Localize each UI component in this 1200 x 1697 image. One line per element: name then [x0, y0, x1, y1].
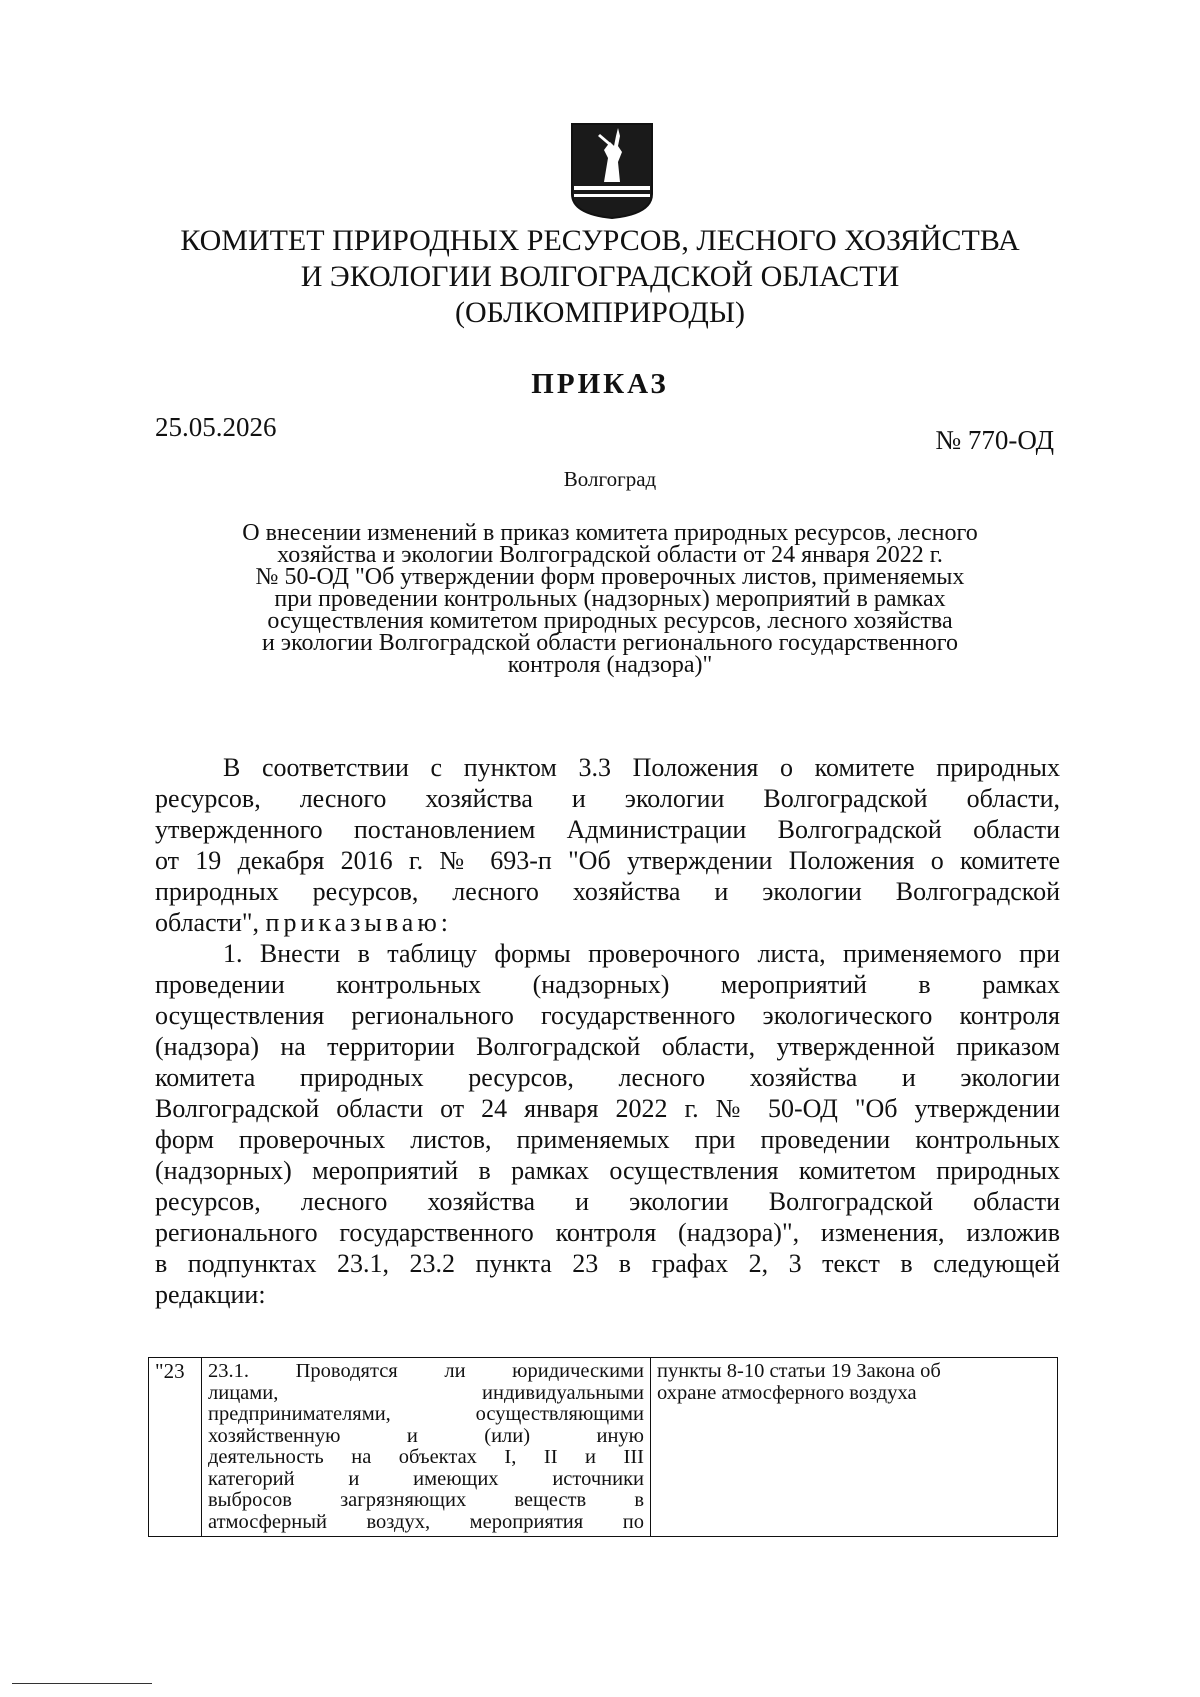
body-line: природных ресурсов, лесного хозяйства и экологии Волгоградской [155, 877, 1060, 906]
table-cell-legal-reference [651, 1358, 1058, 1537]
body-line: форм проверочных листов, применяемых при проведении контрольных [155, 1125, 1060, 1154]
cell-line: выбросов загрязняющих веществ в [208, 1489, 644, 1511]
body-line: осуществления регионального государственного экологического контроля [155, 1001, 1060, 1030]
subject-line: № 50-ОД "Об утверждении форм проверочных листов, применяемых [255, 564, 965, 590]
body-line: 1. Внести в таблицу формы проверочного листа, применяемого при [223, 939, 1060, 968]
document-body [155, 752, 1060, 1310]
cell-line: атмосферный воздух, мероприятия по [208, 1510, 644, 1533]
body-line: от 19 декабря 2016 г. № 693-п "Об утверждении Положения о комитете [155, 846, 1060, 875]
subject-line: при проведении контрольных (надзорных) мероприятий в рамках [274, 586, 946, 612]
body-line: области", [155, 908, 260, 937]
subject-line: контроля (надзора)" [507, 652, 713, 678]
document-subject [160, 522, 1060, 676]
body-line: ресурсов, лесного хозяйства и экологии Волгоградской области, [155, 784, 1060, 813]
amendment-table [148, 1357, 1058, 1537]
document-date: 25.05.2026 [155, 412, 277, 442]
document-number: № 770-ОД [935, 425, 1054, 455]
table-row [149, 1358, 1058, 1537]
body-line: ресурсов, лесного хозяйства и экологии Волгоградской области [155, 1187, 1060, 1216]
cell-line: лицами, индивидуальными [208, 1381, 644, 1404]
subject-line: и экологии Волгоградской области регионального государственного [261, 630, 959, 656]
body-line-with-order [155, 907, 1060, 938]
body-line: в подпунктах 23.1, 23.2 пункта 23 в графах 2, 3 текст в следующей [155, 1249, 1060, 1278]
document-type-title: ПРИКАЗ [531, 368, 669, 400]
body-line: утвержденного постановлением Администрации Волгоградской области [155, 815, 1060, 844]
cell-line: категорий и имеющих источники [208, 1467, 644, 1490]
body-line: (надзора) на территории Волгоградской области, утвержденной приказом [155, 1032, 1060, 1061]
cell-line: пункты 8-10 статьи 19 Закона об [657, 1360, 941, 1382]
org-name-line-3: (ОБЛКОМПРИРОДЫ) [455, 296, 745, 329]
body-line: комитета природных ресурсов, лесного хозяйства и экологии [155, 1063, 1060, 1092]
document-city: Волгоград [563, 467, 657, 491]
body-line: редакции: [155, 1280, 266, 1309]
body-line: В соответствии с пунктом 3.3 Положения о комитете природных [223, 753, 1060, 782]
body-line: проведении контрольных (надзорных) мероприятий в рамках [155, 970, 1060, 999]
table-cell-requirement [202, 1358, 651, 1537]
cell-line: хозяйственную и (или) иную [208, 1424, 644, 1447]
table-cell-item-number: "23 [149, 1358, 202, 1537]
subject-line: О внесении изменений в приказ комитета природных ресурсов, лесного [242, 520, 978, 546]
org-name-line-1: КОМИТЕТ ПРИРОДНЫХ РЕСУРСОВ, ЛЕСНОГО ХОЗЯЙСТВА [180, 224, 1020, 257]
body-line: (надзорных) мероприятий в рамках осуществления комитетом природных [155, 1156, 1060, 1185]
footnote-rule [12, 1683, 152, 1684]
body-line: регионального государственного контроля (надзора)", изменения, изложив [155, 1218, 1060, 1247]
org-name-line-2: И ЭКОЛОГИИ ВОЛГОГРАДСКОЙ ОБЛАСТИ [300, 260, 900, 293]
cell-line: деятельность на объектах I, II и III [208, 1446, 644, 1468]
cell-line: 23.1. Проводятся ли юридическими [208, 1360, 644, 1382]
order-word: приказываю: [265, 908, 452, 937]
cell-line: охране атмосферного воздуха [657, 1381, 917, 1404]
cell-line: предпринимателями, осуществляющими [208, 1403, 644, 1425]
body-line: Волгоградской области от 24 января 2022 г. № 50-ОД "Об утверждении [155, 1094, 1060, 1123]
coat-of-arms-emblem [570, 122, 654, 220]
subject-line: хозяйства и экологии Волгоградской области от 24 января 2022 г. [277, 542, 943, 568]
subject-line: осуществления комитетом природных ресурсов, лесного хозяйства [267, 608, 953, 634]
